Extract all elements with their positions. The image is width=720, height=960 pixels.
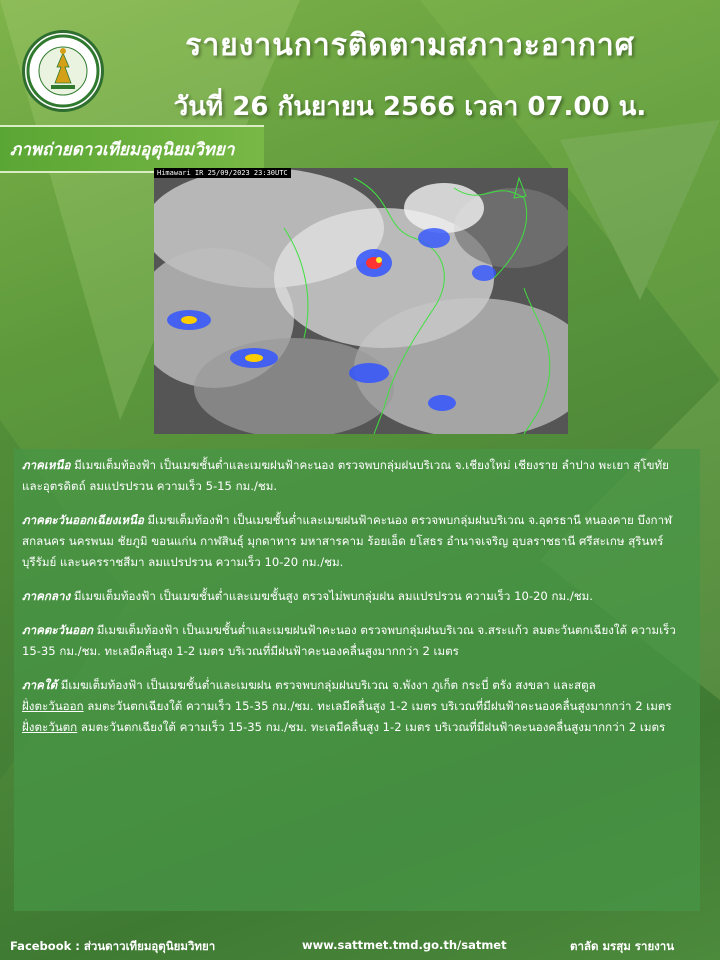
report-northeast bbox=[22, 510, 692, 573]
central-text: มีเมฆเต็มท้องฟ้า เป็นเมฆชั้นต่ำและเมฆชั้นสูง ตรวจไม่พบกลุ่มฝน ลมแปรปรวน ความเร็ว 10-20 กม./ชม. bbox=[70, 589, 593, 603]
region-northeast: ภาคตะวันออกเฉียงเหนือ bbox=[22, 513, 144, 527]
report-date: วันที่ 26 กันยายน 2566 เวลา 07.00 น. bbox=[173, 92, 647, 122]
section-tab-label: ภาพถ่ายดาวเทียมอุตุนิยมวิทยา bbox=[10, 139, 235, 160]
region-east: ภาคตะวันออก bbox=[22, 623, 94, 637]
region-central: ภาคกลาง bbox=[22, 589, 71, 603]
region-south: ภาคใต้ bbox=[22, 678, 58, 692]
south-text: มีเมฆเต็มท้องฟ้า เป็นเมฆชั้นต่ำและเมฆฝน ตรวจพบกลุ่มฝนบริเวณ จ.พังงา ภูเก็ต กระบี่ ตรัง สงขลา และสตูล bbox=[57, 678, 596, 692]
weather-report bbox=[14, 449, 700, 911]
east-coast-text: ลมตะวันตกเฉียงใต้ ความเร็ว 15-35 กม./ชม. ทะเลมีคลื่นสูง 1-2 เมตร บริเวณที่มีฝนฟ้าคะนองคลื่นสูงมากกว่า 2 เมตร bbox=[83, 699, 672, 713]
report-central bbox=[22, 586, 692, 607]
west-coast-label: ฝั่งตะวันตก bbox=[22, 720, 78, 734]
tmd-logo bbox=[22, 30, 104, 112]
satellite-image bbox=[154, 168, 568, 434]
footer-website-link[interactable]: www.sattmet.tmd.go.th/satmet bbox=[302, 938, 507, 952]
north-text: มีเมฆเต็มท้องฟ้า เป็นเมฆชั้นต่ำและเมฆฝนฟ้าคะนอง ตรวจพบกลุ่มฝนบริเวณ จ.เชียงใหม่ เชียงราย ลำปาง พะเยา สุโขทัย และอุตรดิตถ์ ลมแปรปรวน ความเร็ว 5-15 กม./ชม. bbox=[22, 458, 669, 493]
footer-reporter: ตาลัด มรสุม รายงาน bbox=[570, 939, 675, 953]
satellite-caption: Himawari IR 25/09/2023 23:30UTC bbox=[154, 168, 291, 178]
page-title: รายงานการติดตามสภาวะอากาศ bbox=[185, 28, 635, 63]
satellite-section-tab bbox=[0, 125, 264, 173]
report-south-east-coast bbox=[22, 696, 692, 717]
report-south bbox=[22, 675, 692, 696]
northeast-text: มีเมฆเต็มท้องฟ้า เป็นเมฆชั้นต่ำและเมฆฝนฟ้าคะนอง ตรวจพบกลุ่มฝนบริเวณ จ.อุดรธานี หนองคาย บึงกาฬ สกลนคร นครพนม ชัยภูมิ ขอนแก่น กาฬสินธุ์ มุกดาหาร มหาสารคาม ร้อยเอ็ด ยโสธร อำนาจเจริญ อุบลราชธานี ศรีสะเกษ สุรินทร์ บุรีรัมย์ และนครราชสีมา ลมแปรปรวน ความเร็ว 10-20 กม./ชม. bbox=[22, 513, 673, 569]
report-east bbox=[22, 620, 692, 662]
report-north bbox=[22, 455, 692, 497]
east-coast-label: ฝั่งตะวันออก bbox=[22, 699, 84, 713]
report-south-west-coast bbox=[22, 717, 692, 738]
footer-facebook[interactable]: Facebook : ส่วนดาวเทียมอุตุนิยมวิทยา bbox=[10, 939, 216, 953]
region-north: ภาคเหนือ bbox=[22, 458, 71, 472]
west-coast-text: ลมตะวันตกเฉียงใต้ ความเร็ว 15-35 กม./ชม. ทะเลมีคลื่นสูง 1-2 เมตร บริเวณที่มีฝนฟ้าคะนองคลื่นสูงมากกว่า 2 เมตร bbox=[77, 720, 666, 734]
east-text: มีเมฆเต็มท้องฟ้า เป็นเมฆชั้นต่ำและเมฆฝนฟ้าคะนอง ตรวจพบกลุ่มฝนบริเวณ จ.สระแก้ว ลมตะวันตกเฉียงใต้ ความเร็ว 15-35 กม./ชม. ทะเลมีคลื่นสูง 1-2 เมตร บริเวณที่มีฝนฟ้าคะนองคลื่นสูงมากกว่า 2 เมตร bbox=[22, 623, 676, 658]
